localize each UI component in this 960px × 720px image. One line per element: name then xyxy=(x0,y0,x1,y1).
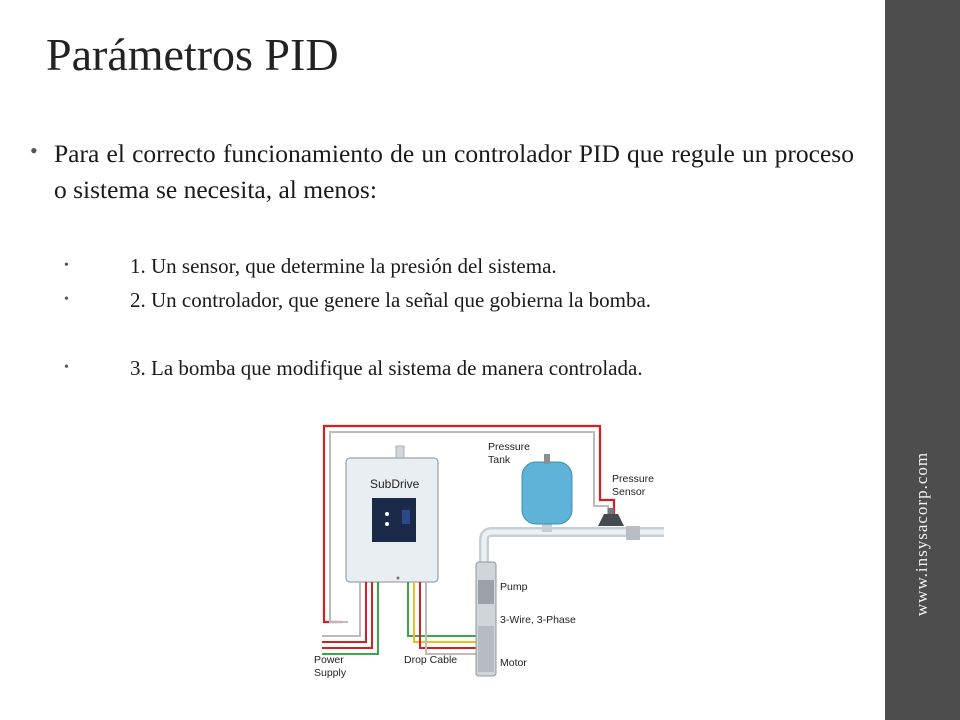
sub-bullet-dot: • xyxy=(64,292,69,307)
pressure-tank-label-1: Pressure xyxy=(488,441,531,453)
pump-system-diagram xyxy=(308,422,668,684)
power-supply-label-1: Power xyxy=(314,654,344,666)
bullet-dot: • xyxy=(30,138,38,163)
water-pipes xyxy=(484,520,664,562)
pressure-sensor-label-1: Pressure xyxy=(612,473,655,485)
subdrive-controller xyxy=(346,446,438,582)
drop-cable-label: Drop Cable xyxy=(404,654,458,666)
pressure-sensor xyxy=(598,508,624,526)
sub-item-text: 1. Un sensor, que determine la presión del sistema. xyxy=(130,254,557,278)
sub-item-pump xyxy=(78,356,854,380)
sub-item-sensor xyxy=(78,254,854,278)
sub-item-text: 2. Un controlador, que genere la señal que gobierna la bomba. xyxy=(130,288,652,312)
pump-motor xyxy=(476,562,496,676)
main-bullet-text: Para el correcto funcionamiento de un controlador PID que regule un proceso o sistema se necesita, al menos: xyxy=(54,139,854,204)
sub-bullet-dot: • xyxy=(64,360,69,375)
pump-label: Pump xyxy=(500,581,528,593)
motor-label: Motor xyxy=(500,657,527,669)
device-label: SubDrive xyxy=(370,477,420,491)
pressure-sensor-label-2: Sensor xyxy=(612,486,646,498)
wire-label: 3-Wire, 3-Phase xyxy=(500,614,576,626)
pressure-tank-label-2: Tank xyxy=(488,454,511,466)
drop-cable-wires xyxy=(408,582,476,654)
sub-item-controller xyxy=(78,288,854,312)
pressure-tank xyxy=(522,454,572,524)
power-supply-label-2: Supply xyxy=(314,667,347,679)
sub-bullet-dot: • xyxy=(64,258,69,273)
slide-title: Parámetros PID xyxy=(46,29,339,80)
sub-item-text: 3. La bomba que modifique al sistema de manera controlada. xyxy=(130,356,643,380)
side-url: www.insysacorp.com xyxy=(912,451,931,617)
